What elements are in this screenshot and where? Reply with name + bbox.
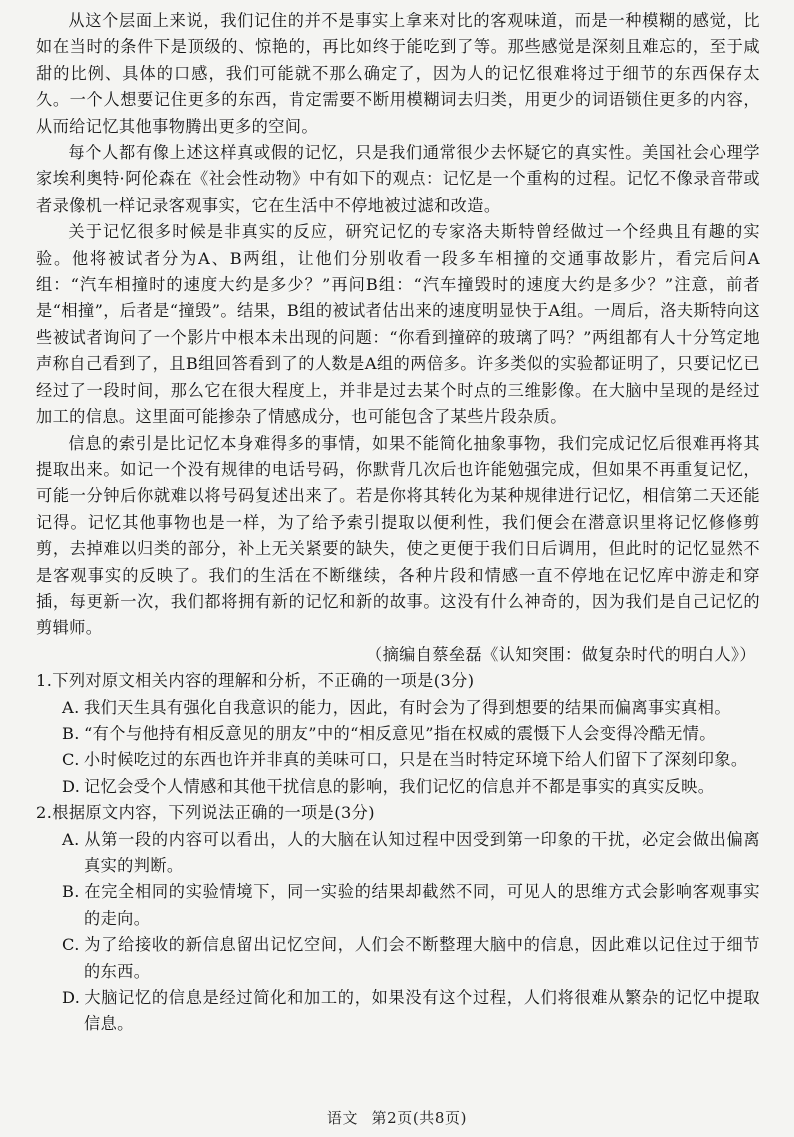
question-2 [36,800,760,1038]
footer-subject: 语文 [326,1108,359,1127]
option-letter: C. [62,935,80,955]
reading-passage [36,8,760,668]
option-a [36,827,760,880]
passage-paragraph: 从这个层面上来说，我们记住的并不是事实上拿来对比的客观味道，而是一种模糊的感觉，比如在当时的条件下是顶级的、惊艳的，再比如终于能吃到了等。那些感觉是深刻且难忘的，至于咸甜的比例、具体的口感，我们可能就不那么确定了，因为人的记忆很难将过于细节的东西保存太久。一个人想要记住更多的东西，肯定需要不断用模糊词去归类，用更少的词语锁住更多的内容，从而给记忆其他事物腾出更多的空间。 [36,11,760,136]
option-text: 记忆会受个人情感和其他干扰信息的影响，我们记忆的信息并不都是事实的真实反映。 [84,776,715,796]
option-b [36,721,760,747]
option-letter: B. [62,723,80,743]
option-text: 我们天生具有强化自我意识的能力，因此，有时会为了得到想要的结果而偏离事实真相。 [84,697,731,717]
option-c [36,932,760,985]
option-letter: C. [62,750,80,770]
option-text: 小时候吃过的东西也许并非真的美味可口，只是在当时特定环境下给人们留下了深刻印象。 [84,750,748,770]
page-footer [0,1105,794,1131]
option-letter: B. [62,882,80,902]
passage-paragraph: 每个人都有像上述这样真或假的记忆，只是我们通常很少去怀疑它的真实性。美国社会心理学家埃利奥特·阿伦森在《社会性动物》中有如下的观点：记忆是一个重构的过程。记忆不像录音带或者录像机一样记录客观事实，它在生活中不停地被过滤和改造。 [36,143,760,215]
option-d [36,774,760,800]
passage-paragraph: 信息的索引是比记忆本身难得多的事情，如果不能简化抽象事物，我们完成记忆后很难再将其提取出来。如记一个没有规律的电话号码，你默背几次后也许能勉强完成，但如果不再重复记忆，可能一分钟后你就难以将号码复述出来了。若是你将其转化为某种规律进行记忆，相信第二天还能记得。记忆其他事物也是一样，为了给予索引提取以便利性，我们便会在潜意识里将记忆修修剪剪，去掉难以归类的部分，补上无关紧要的缺失，使之更便于我们日后调用，但此时的记忆显然不是客观事实的反映了。我们的生活在不断继续，各种片段和情感一直不停地在记忆库中游走和穿插，每更新一次，我们都将拥有新的记忆和新的故事。这没有什么神奇的，因为我们是自己记忆的剪辑师。 [36,433,760,638]
option-text: 大脑记忆的信息是经过简化和加工的，如果没有这个过程，人们将很难从繁杂的记忆中提取信息。 [84,988,760,1034]
passage-paragraph: 关于记忆很多时候是非真实的反应，研究记忆的专家洛夫斯特曾经做过一个经典且有趣的实验。他将被试者分为A、B两组，让他们分别收看一段多车相撞的交通事故影片，看完后问A组：“汽车相撞时的速度大约是多少？”再问B组：“汽车撞毁时的速度大约是多少？”注意，前者是“相撞”，后者是“撞毁”。结果，B组的被试者估出来的速度明显快于A组。一周后，洛夫斯特向这些被试者询问了一个影片中根本未出现的问题：“你看到撞碎的玻璃了吗？”两组都有人十分笃定地声称自己看到了，且B组回答看到了的人数是A组的两倍多。许多类似的实验都证明了，只要记忆已经过了一段时间，那么它在很大程度上，并非是过去某个时点的三维影像。在大脑中呈现的是经过加工的信息。这里面可能掺杂了情感成分，也可能包含了某些片段杂质。 [36,222,760,427]
footer-page-number: 第2页(共8页) [371,1108,468,1127]
option-c [36,747,760,773]
option-text: “有个与他持有相反意见的朋友”中的“相反意见”指在权威的震慑下人会变得冷酷无情。 [84,723,716,743]
option-letter: D. [62,776,81,796]
option-b [36,879,760,932]
option-letter: A. [62,829,80,849]
question-stem: 1.下列对原文相关内容的理解和分析，不正确的一项是(3分) [36,671,475,691]
option-text: 为了给接收的新信息留出记忆空间，人们会不断整理大脑中的信息，因此难以记住过于细节的东西。 [84,935,760,981]
question-1 [36,668,760,800]
option-a [36,695,760,721]
option-letter: A. [62,697,80,717]
question-stem: 2.根据原文内容，下列说法正确的一项是(3分) [36,803,375,823]
option-d [36,985,760,1038]
option-text: 在完全相同的实验情境下，同一实验的结果却截然不同，可见人的思维方式会影响客观事实的走向。 [84,882,760,928]
option-letter: D. [62,988,81,1008]
passage-source: （摘编自蔡垒磊《认知突围：做复杂时代的明白人》） [366,644,756,664]
option-text: 从第一段的内容可以看出，人的大脑在认知过程中因受到第一印象的干扰，必定会做出偏离真实的判断。 [84,829,760,875]
